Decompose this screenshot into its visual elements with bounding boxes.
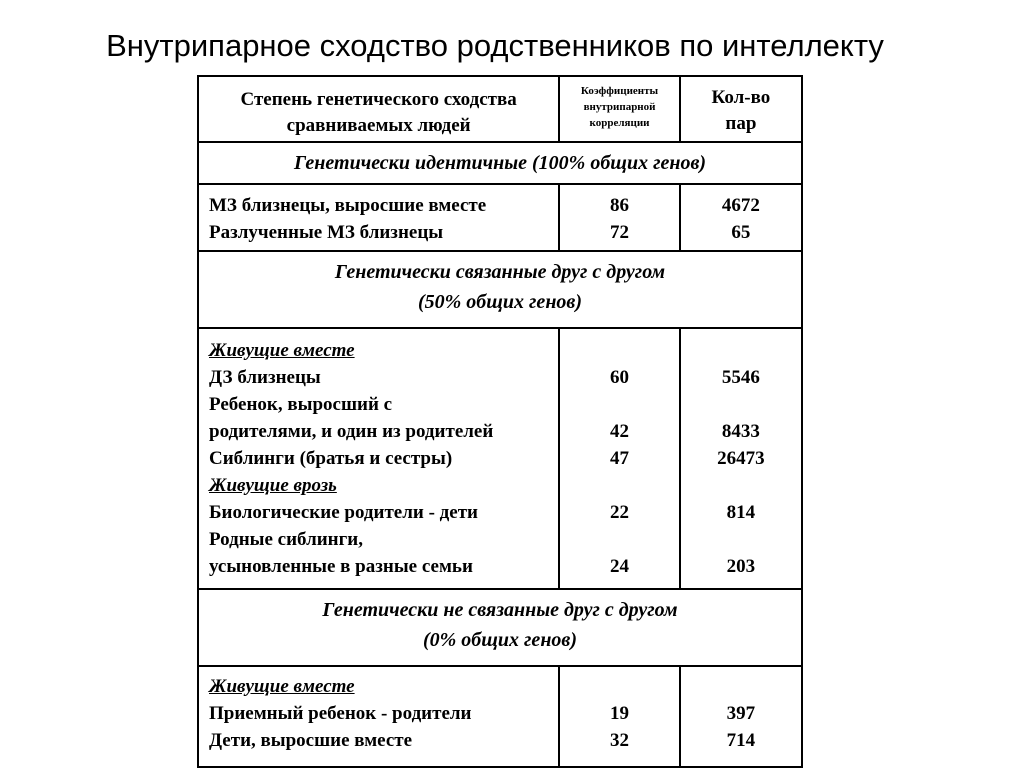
coef-value: [560, 337, 679, 364]
subheading-living-together: Живущие вместе: [209, 676, 355, 697]
table-row-group: [198, 666, 802, 767]
pairs-value: 203: [726, 556, 756, 577]
coefficients-cell: [559, 184, 680, 251]
header-text-line: Кол-во: [711, 87, 771, 108]
correlation-table: [197, 75, 803, 768]
coefficients-cell: [559, 666, 680, 767]
pairs-value: [681, 391, 801, 418]
coef-value: [560, 673, 679, 700]
coef-value: [560, 472, 679, 499]
row-label: усыновленные в разные семьи: [209, 556, 473, 577]
coef-value: [560, 391, 679, 418]
header-text-line: внутрипарной: [583, 101, 656, 113]
pairs-cell: [680, 666, 802, 767]
pairs-value: [681, 337, 801, 364]
coef-value: 19: [610, 703, 630, 724]
header-correlation-coefficients: [559, 76, 680, 142]
coef-value: 47: [610, 448, 630, 469]
coef-value: 86: [610, 195, 630, 216]
section-heading-identical: [198, 142, 802, 184]
header-text-line: Степень генетического сходства: [240, 89, 517, 110]
coef-value: 60: [610, 367, 630, 388]
header-text-line: сравниваемых людей: [286, 115, 471, 136]
section-heading-row: [198, 589, 802, 666]
row-label: Приемный ребенок - родители: [209, 703, 472, 724]
header-pair-count: [680, 76, 802, 142]
pairs-value: [681, 526, 801, 553]
section-heading-line: Генетически не связанные друг с другом: [322, 599, 678, 621]
section-heading-line: (50% общих генов): [417, 291, 583, 313]
row-label: ДЗ близнецы: [209, 367, 321, 388]
section-heading-line: Генетически идентичные (100% общих генов): [293, 152, 707, 174]
row-label: Биологические родители - дети: [209, 502, 478, 523]
pairs-value: 5546: [721, 367, 760, 388]
coef-value: 72: [610, 222, 630, 243]
pairs-value: 8433: [721, 421, 760, 442]
pairs-cell: [680, 184, 802, 251]
coef-value: 42: [610, 421, 630, 442]
pairs-value: 4672: [721, 195, 760, 216]
pairs-value: 26473: [717, 448, 765, 469]
section-heading-related: [198, 251, 802, 328]
coef-value: [560, 526, 679, 553]
subheading-living-together: Живущие вместе: [209, 340, 355, 361]
header-text-line: пар: [725, 113, 757, 134]
header-text-line: Коэффициенты: [580, 85, 659, 97]
row-label: Родные сиблинги,: [209, 529, 363, 550]
pairs-cell: [680, 328, 802, 589]
row-label: Ребенок, выросший с: [209, 394, 393, 415]
labels-cell: [198, 328, 559, 589]
labels-cell: [198, 184, 559, 251]
pairs-value: 714: [726, 730, 756, 751]
subheading-living-apart: Живущие врозь: [209, 475, 337, 496]
row-label: родителями, и один из родителей: [209, 421, 494, 442]
table-header-row: [198, 76, 802, 142]
section-heading-row: [198, 251, 802, 328]
pairs-value: 65: [731, 222, 751, 243]
row-label: Сиблинги (братья и сестры): [209, 448, 453, 469]
pairs-value: 814: [726, 502, 756, 523]
section-heading-row: [198, 142, 802, 184]
coef-value: 32: [610, 730, 630, 751]
header-degree-of-similarity: [198, 76, 559, 142]
labels-cell: [198, 666, 559, 767]
section-heading-line: (0% общих генов): [422, 629, 578, 651]
row-label: МЗ близнецы, выросшие вместе: [209, 195, 487, 216]
header-text-line: корреляции: [589, 117, 650, 129]
pairs-value: [681, 472, 801, 499]
section-heading-line: Генетически связанные друг с другом: [334, 261, 666, 283]
row-label: Разлученные МЗ близнецы: [209, 222, 444, 243]
pairs-value: [681, 673, 801, 700]
coef-value: 22: [610, 502, 630, 523]
coefficients-cell: [559, 328, 680, 589]
table-row-group: [198, 328, 802, 589]
row-label: Дети, выросшие вместе: [209, 730, 413, 751]
table-row-group: [198, 184, 802, 251]
page-title: Внутрипарное сходство родственников по интеллекту: [106, 28, 884, 63]
coef-value: 24: [610, 556, 630, 577]
pairs-value: 397: [726, 703, 756, 724]
section-heading-unrelated: [198, 589, 802, 666]
